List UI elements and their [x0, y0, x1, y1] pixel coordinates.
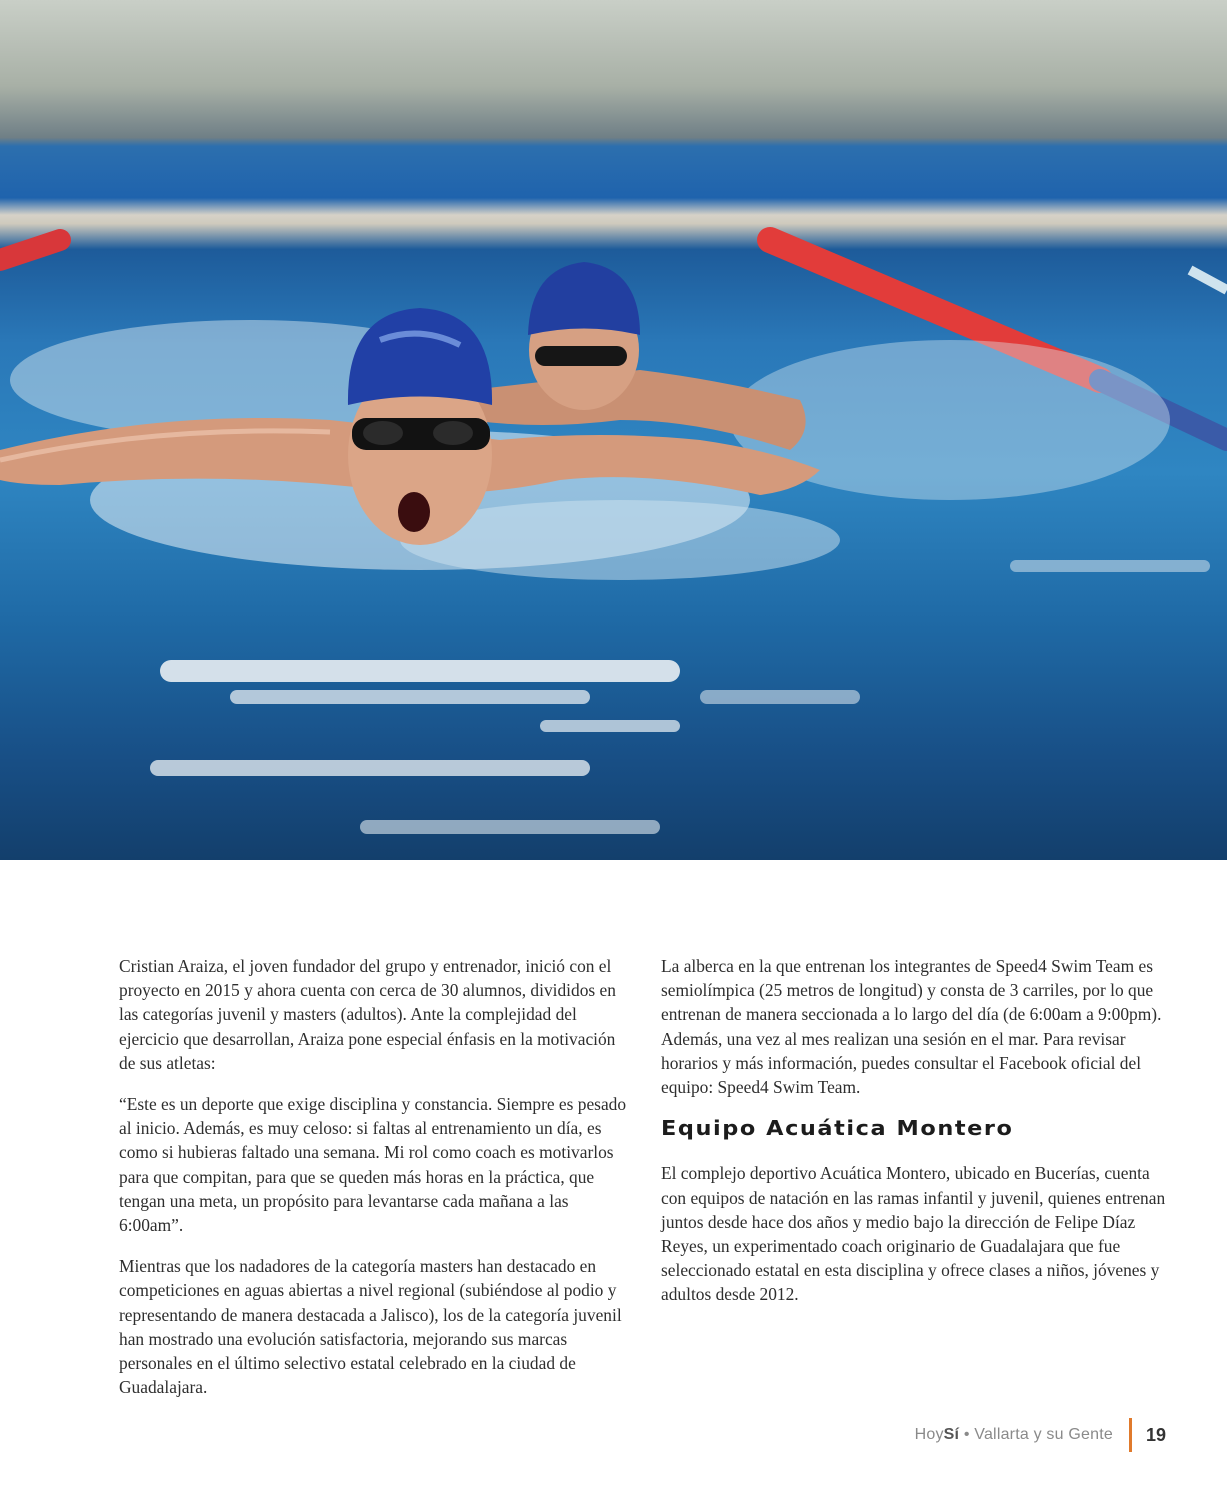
section-heading: Equipo Acuática Montero: [661, 1116, 1014, 1141]
paragraph: Mientras que los nadadores de la categoría masters han destacado en competiciones en aguas abiertas a nivel regional (subiéndose al podio y representando de manera destacada a Jalisco), los de la categoría juvenil han mostrado una evolución satisfactoria, mejorando sus marcas personales en el último selectivo estatal celebrado en la ciudad de Guadalajara.: [119, 1256, 622, 1398]
page-number: 19: [1145, 1424, 1166, 1445]
footer-divider: [1129, 1418, 1132, 1452]
left-column: [119, 954, 627, 1416]
page-footer: [915, 1418, 1166, 1452]
right-column: [661, 954, 1166, 1324]
paragraph: El complejo deportivo Acuática Montero, ubicado en Bucerías, cuenta con equipos de natación en las ramas infantil y juvenil, quienes entrenan juntos desde hace dos años y medio bajo la dirección de Felipe Díaz Reyes, un experimentado coach originario de Guadalajara que fue seleccionado estatal en esta disciplina y ofrece clases a niños, jóvenes y adultos desde 2012.: [661, 1163, 1166, 1305]
paragraph: Cristian Araiza, el joven fundador del grupo y entrenador, inició con el proyecto en 2015 y ahora cuenta con cerca de 30 alumnos, divididos en las categorías juvenil y masters (adultos). Ante la complejidad del ejercicio que desarrollan, Araiza pone especial énfasis en la motivación de sus atletas:: [119, 956, 616, 1073]
paragraph: La alberca en la que entrenan los integrantes de Speed4 Swim Team es semiolímpica (25 metros de longitud) y consta de 3 carriles, por lo que entrenan de manera seccionada a lo largo del día (de 6:00am a 9:00pm). Además, una vez al mes realizan una sesión en el mar. Para revisar horarios y más información, puedes consultar el Facebook oficial del equipo: Speed4 Swim Team.: [661, 956, 1162, 1098]
paragraph: “Este es un deporte que exige disciplina y constancia. Siempre es pesado al inicio. Además, es muy celoso: si faltas al entrenamiento un día, es como si hubieras faltado una semana. Mi rol como coach es motivarlos para que compitan, para que se queden más horas en la práctica, que tengan una meta, un propósito para levantarse cada mañana a las 6:00am”.: [119, 1094, 627, 1236]
publication-name: HoySí • Vallarta y su Gente: [914, 1426, 1113, 1443]
